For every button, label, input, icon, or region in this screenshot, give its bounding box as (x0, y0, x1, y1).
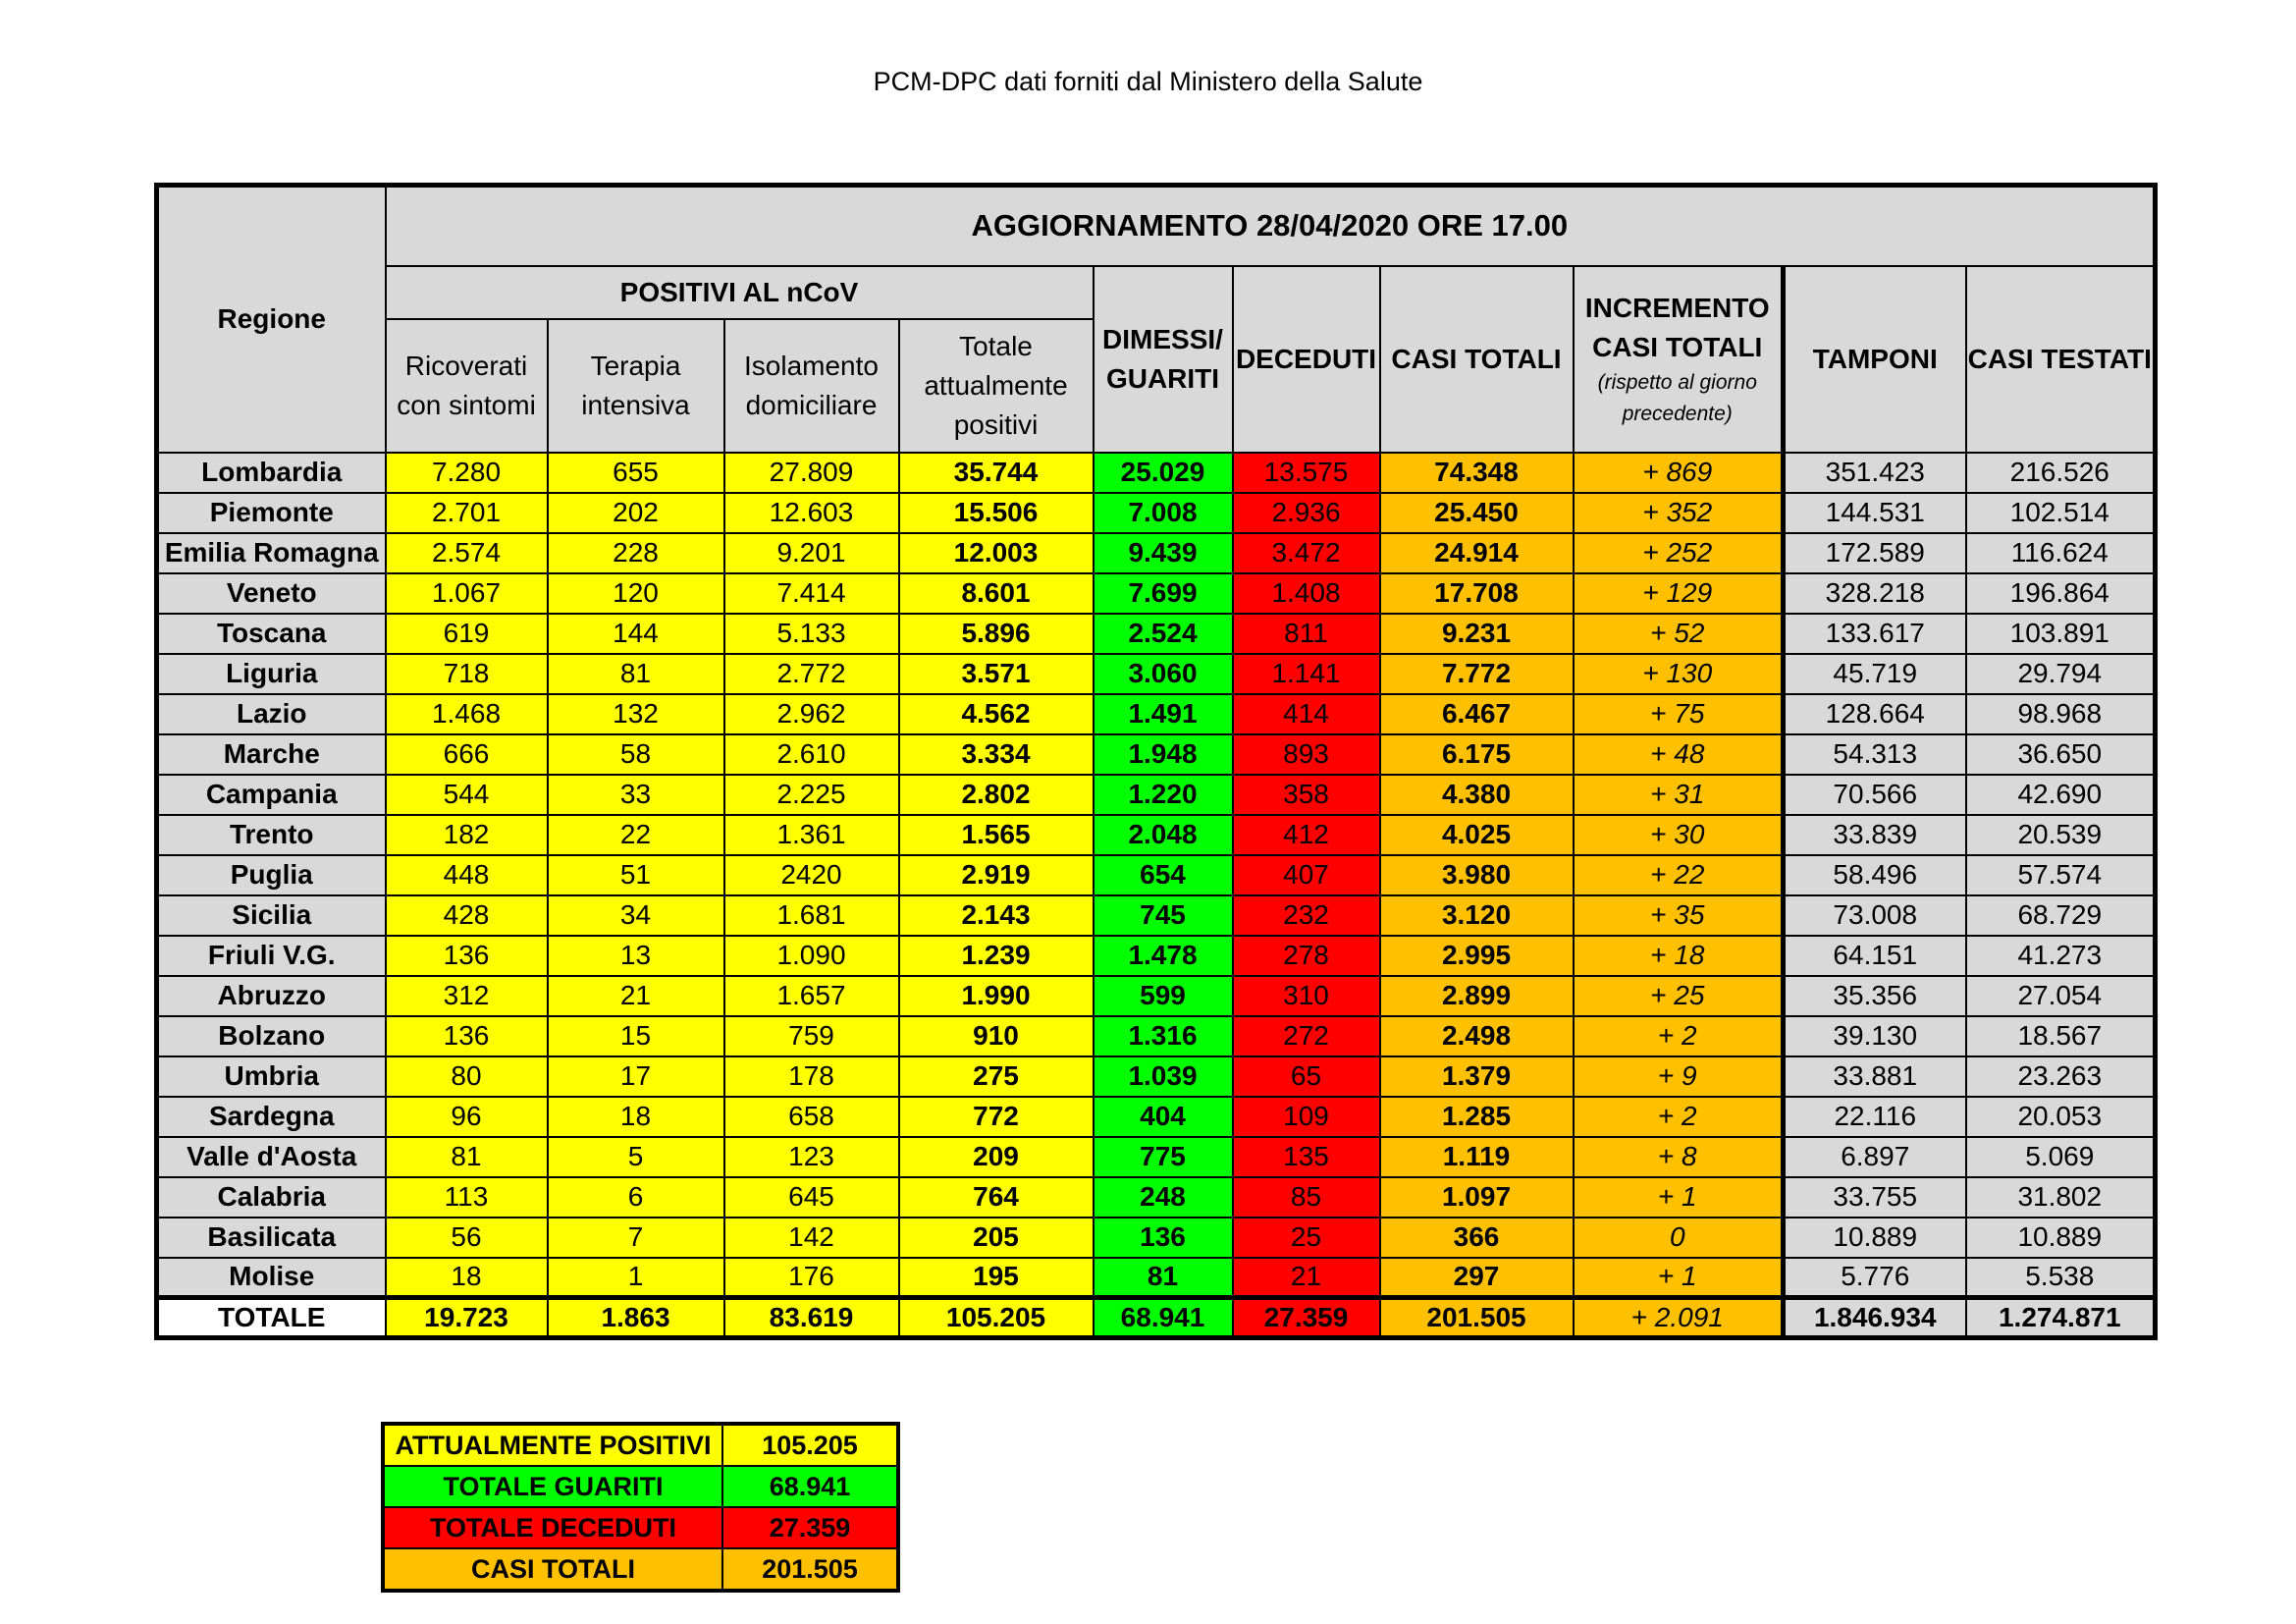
incremento-cell: + 48 (1574, 734, 1784, 775)
region-cell: Veneto (157, 573, 386, 614)
casi-totali-cell: 1.285 (1380, 1097, 1574, 1137)
terapia-cell: 6 (548, 1177, 724, 1218)
casi-totali-cell: 6.175 (1380, 734, 1574, 775)
ricoverati-cell: 113 (386, 1177, 548, 1218)
region-cell: Basilicata (157, 1218, 386, 1258)
region-cell: Piemonte (157, 493, 386, 533)
isolamento-cell: 27.809 (724, 453, 899, 493)
totale-positivi-cell: 15.506 (899, 493, 1094, 533)
dimessi-cell: 1.478 (1094, 936, 1233, 976)
table-body (157, 453, 2156, 1338)
region-cell: Sardegna (157, 1097, 386, 1137)
casi-totali-cell: 6.467 (1380, 694, 1574, 734)
ricoverati-cell: 666 (386, 734, 548, 775)
deceduti-cell: 310 (1233, 976, 1380, 1016)
table-row (157, 734, 2156, 775)
totale-positivi-cell: 12.003 (899, 533, 1094, 573)
region-cell: Emilia Romagna (157, 533, 386, 573)
summary-label: CASI TOTALI (383, 1548, 722, 1591)
ricoverati-cell: 312 (386, 976, 548, 1016)
dimessi-cell: 599 (1094, 976, 1233, 1016)
table-row (157, 976, 2156, 1016)
incremento-cell: + 9 (1574, 1056, 1784, 1097)
casi-testati-cell: 5.069 (1966, 1137, 2156, 1177)
region-cell: Sicilia (157, 895, 386, 936)
region-cell: Umbria (157, 1056, 386, 1097)
isolamento-cell: 142 (724, 1218, 899, 1258)
terapia-cell: 51 (548, 855, 724, 895)
terapia-cell: 5 (548, 1137, 724, 1177)
casi-testati-cell: 57.574 (1966, 855, 2156, 895)
total-ricoverati-cell: 19.723 (386, 1298, 548, 1338)
table-row (157, 1177, 2156, 1218)
deceduti-cell: 811 (1233, 614, 1380, 654)
totale-positivi-cell: 5.896 (899, 614, 1094, 654)
summary-row (383, 1507, 898, 1548)
terapia-cell: 655 (548, 453, 724, 493)
incremento-cell: + 2 (1574, 1016, 1784, 1056)
ricoverati-cell: 18 (386, 1258, 548, 1298)
header-deceduti: DECEDUTI (1233, 266, 1380, 453)
table-row (157, 1097, 2156, 1137)
dimessi-cell: 25.029 (1094, 453, 1233, 493)
isolamento-cell: 176 (724, 1258, 899, 1298)
isolamento-cell: 2.962 (724, 694, 899, 734)
ricoverati-cell: 1.468 (386, 694, 548, 734)
table-row (157, 493, 2156, 533)
totale-positivi-cell: 2.802 (899, 775, 1094, 815)
total-dimessi-cell: 68.941 (1094, 1298, 1233, 1338)
incremento-cell: + 18 (1574, 936, 1784, 976)
tamponi-cell: 73.008 (1784, 895, 1966, 936)
ricoverati-cell: 619 (386, 614, 548, 654)
tamponi-cell: 33.755 (1784, 1177, 1966, 1218)
region-cell: Marche (157, 734, 386, 775)
table-row (157, 573, 2156, 614)
totale-positivi-cell: 209 (899, 1137, 1094, 1177)
casi-testati-cell: 41.273 (1966, 936, 2156, 976)
casi-testati-cell: 68.729 (1966, 895, 2156, 936)
incremento-cell: + 52 (1574, 614, 1784, 654)
tamponi-cell: 351.423 (1784, 453, 1966, 493)
tamponi-cell: 58.496 (1784, 855, 1966, 895)
totale-positivi-cell: 764 (899, 1177, 1094, 1218)
isolamento-cell: 123 (724, 1137, 899, 1177)
summary-row (383, 1424, 898, 1466)
ricoverati-cell: 96 (386, 1097, 548, 1137)
deceduti-cell: 358 (1233, 775, 1380, 815)
totale-positivi-cell: 35.744 (899, 453, 1094, 493)
total-casi-totali-cell: 201.505 (1380, 1298, 1574, 1338)
terapia-cell: 120 (548, 573, 724, 614)
tamponi-cell: 39.130 (1784, 1016, 1966, 1056)
ricoverati-cell: 182 (386, 815, 548, 855)
dimessi-cell: 136 (1094, 1218, 1233, 1258)
incremento-cell: + 25 (1574, 976, 1784, 1016)
tamponi-cell: 172.589 (1784, 533, 1966, 573)
totale-positivi-cell: 205 (899, 1218, 1094, 1258)
dimessi-cell: 2.524 (1094, 614, 1233, 654)
dimessi-cell: 1.948 (1094, 734, 1233, 775)
header-totale-positivi: Totale attualmente positivi (899, 319, 1094, 453)
deceduti-cell: 85 (1233, 1177, 1380, 1218)
dimessi-cell: 1.316 (1094, 1016, 1233, 1056)
table-row (157, 1258, 2156, 1298)
dimessi-cell: 81 (1094, 1258, 1233, 1298)
tamponi-cell: 64.151 (1784, 936, 1966, 976)
summary-label: TOTALE DECEDUTI (383, 1507, 722, 1548)
casi-totali-cell: 25.450 (1380, 493, 1574, 533)
casi-testati-cell: 42.690 (1966, 775, 2156, 815)
region-cell: Trento (157, 815, 386, 855)
deceduti-cell: 25 (1233, 1218, 1380, 1258)
tamponi-cell: 128.664 (1784, 694, 1966, 734)
incremento-cell: + 30 (1574, 815, 1784, 855)
summary-value: 27.359 (722, 1507, 898, 1548)
terapia-cell: 202 (548, 493, 724, 533)
header-ricoverati: Ricoverati con sintomi (386, 319, 548, 453)
deceduti-cell: 13.575 (1233, 453, 1380, 493)
tamponi-cell: 33.881 (1784, 1056, 1966, 1097)
casi-totali-cell: 2.498 (1380, 1016, 1574, 1056)
dimessi-cell: 404 (1094, 1097, 1233, 1137)
region-cell: Valle d'Aosta (157, 1137, 386, 1177)
casi-totali-cell: 366 (1380, 1218, 1574, 1258)
isolamento-cell: 645 (724, 1177, 899, 1218)
casi-testati-cell: 102.514 (1966, 493, 2156, 533)
table-row (157, 775, 2156, 815)
casi-testati-cell: 216.526 (1966, 453, 2156, 493)
casi-totali-cell: 17.708 (1380, 573, 1574, 614)
header-casi-totali: CASI TOTALI (1380, 266, 1574, 453)
casi-testati-cell: 18.567 (1966, 1016, 2156, 1056)
terapia-cell: 21 (548, 976, 724, 1016)
deceduti-cell: 1.141 (1233, 654, 1380, 694)
header-casi-testati: CASI TESTATI (1966, 266, 2156, 453)
dimessi-cell: 1.039 (1094, 1056, 1233, 1097)
deceduti-cell: 278 (1233, 936, 1380, 976)
isolamento-cell: 1.657 (724, 976, 899, 1016)
ricoverati-cell: 448 (386, 855, 548, 895)
table-row (157, 936, 2156, 976)
deceduti-cell: 893 (1233, 734, 1380, 775)
incremento-cell: + 352 (1574, 493, 1784, 533)
terapia-cell: 58 (548, 734, 724, 775)
header-incremento-label: INCREMENTO CASI TOTALI (1584, 292, 1770, 362)
totale-positivi-cell: 2.919 (899, 855, 1094, 895)
isolamento-cell: 2.610 (724, 734, 899, 775)
tamponi-cell: 10.889 (1784, 1218, 1966, 1258)
casi-totali-cell: 9.231 (1380, 614, 1574, 654)
terapia-cell: 15 (548, 1016, 724, 1056)
totale-positivi-cell: 1.239 (899, 936, 1094, 976)
terapia-cell: 13 (548, 936, 724, 976)
terapia-cell: 17 (548, 1056, 724, 1097)
tamponi-cell: 54.313 (1784, 734, 1966, 775)
summary-body (383, 1424, 898, 1591)
ricoverati-cell: 80 (386, 1056, 548, 1097)
incremento-cell: + 35 (1574, 895, 1784, 936)
dimessi-cell: 248 (1094, 1177, 1233, 1218)
table-row (157, 453, 2156, 493)
summary-value: 68.941 (722, 1466, 898, 1507)
casi-testati-cell: 103.891 (1966, 614, 2156, 654)
summary-row (383, 1548, 898, 1591)
deceduti-cell: 109 (1233, 1097, 1380, 1137)
header-incremento (1574, 266, 1784, 453)
table-row (157, 1016, 2156, 1056)
ricoverati-cell: 81 (386, 1137, 548, 1177)
region-cell: Lombardia (157, 453, 386, 493)
casi-testati-cell: 196.864 (1966, 573, 2156, 614)
totale-positivi-cell: 1.565 (899, 815, 1094, 855)
header-regione: Regione (157, 186, 386, 453)
dimessi-cell: 1.491 (1094, 694, 1233, 734)
casi-totali-cell: 1.097 (1380, 1177, 1574, 1218)
deceduti-cell: 407 (1233, 855, 1380, 895)
deceduti-cell: 65 (1233, 1056, 1380, 1097)
total-region-cell: TOTALE (157, 1298, 386, 1338)
deceduti-cell: 272 (1233, 1016, 1380, 1056)
isolamento-cell: 7.414 (724, 573, 899, 614)
incremento-cell: + 129 (1574, 573, 1784, 614)
isolamento-cell: 5.133 (724, 614, 899, 654)
isolamento-cell: 1.681 (724, 895, 899, 936)
totale-positivi-cell: 1.990 (899, 976, 1094, 1016)
region-cell: Calabria (157, 1177, 386, 1218)
terapia-cell: 7 (548, 1218, 724, 1258)
casi-testati-cell: 20.053 (1966, 1097, 2156, 1137)
incremento-cell: + 1 (1574, 1258, 1784, 1298)
region-cell: Friuli V.G. (157, 936, 386, 976)
casi-totali-cell: 24.914 (1380, 533, 1574, 573)
isolamento-cell: 2.225 (724, 775, 899, 815)
incremento-cell: + 75 (1574, 694, 1784, 734)
tamponi-cell: 22.116 (1784, 1097, 1966, 1137)
incremento-cell: + 130 (1574, 654, 1784, 694)
deceduti-cell: 3.472 (1233, 533, 1380, 573)
dimessi-cell: 7.699 (1094, 573, 1233, 614)
table-row (157, 533, 2156, 573)
incremento-cell: + 252 (1574, 533, 1784, 573)
ricoverati-cell: 718 (386, 654, 548, 694)
tamponi-cell: 45.719 (1784, 654, 1966, 694)
isolamento-cell: 1.090 (724, 936, 899, 976)
deceduti-cell: 1.408 (1233, 573, 1380, 614)
totale-positivi-cell: 8.601 (899, 573, 1094, 614)
totale-positivi-cell: 3.571 (899, 654, 1094, 694)
dimessi-cell: 1.220 (1094, 775, 1233, 815)
tamponi-cell: 133.617 (1784, 614, 1966, 654)
dimessi-cell: 775 (1094, 1137, 1233, 1177)
casi-testati-cell: 98.968 (1966, 694, 2156, 734)
summary-label: TOTALE GUARITI (383, 1466, 722, 1507)
ricoverati-cell: 7.280 (386, 453, 548, 493)
tamponi-cell: 144.531 (1784, 493, 1966, 533)
terapia-cell: 33 (548, 775, 724, 815)
summary-value: 105.205 (722, 1424, 898, 1466)
region-cell: Campania (157, 775, 386, 815)
tamponi-cell: 5.776 (1784, 1258, 1966, 1298)
header-update: AGGIORNAMENTO 28/04/2020 ORE 17.00 (386, 186, 2156, 266)
casi-totali-cell: 3.120 (1380, 895, 1574, 936)
casi-totali-cell: 1.379 (1380, 1056, 1574, 1097)
incremento-cell: + 31 (1574, 775, 1784, 815)
tamponi-cell: 70.566 (1784, 775, 1966, 815)
casi-totali-cell: 2.995 (1380, 936, 1574, 976)
casi-totali-cell: 7.772 (1380, 654, 1574, 694)
deceduti-cell: 2.936 (1233, 493, 1380, 533)
casi-totali-cell: 4.380 (1380, 775, 1574, 815)
isolamento-cell: 1.361 (724, 815, 899, 855)
header-isolamento: Isolamento domiciliare (724, 319, 899, 453)
casi-totali-cell: 2.899 (1380, 976, 1574, 1016)
isolamento-cell: 2.772 (724, 654, 899, 694)
deceduti-cell: 21 (1233, 1258, 1380, 1298)
total-casi-testati-cell: 1.274.871 (1966, 1298, 2156, 1338)
casi-testati-cell: 116.624 (1966, 533, 2156, 573)
deceduti-cell: 412 (1233, 815, 1380, 855)
incremento-cell: + 869 (1574, 453, 1784, 493)
terapia-cell: 1 (548, 1258, 724, 1298)
header-incremento-note: (rispetto al giorno precedente) (1597, 370, 1757, 425)
dimessi-cell: 654 (1094, 855, 1233, 895)
casi-totali-cell: 1.119 (1380, 1137, 1574, 1177)
table-row (157, 694, 2156, 734)
totale-positivi-cell: 910 (899, 1016, 1094, 1056)
casi-testati-cell: 36.650 (1966, 734, 2156, 775)
region-cell: Abruzzo (157, 976, 386, 1016)
total-deceduti-cell: 27.359 (1233, 1298, 1380, 1338)
covid-data-table (154, 183, 2158, 1340)
summary-value: 201.505 (722, 1548, 898, 1591)
summary-row (383, 1466, 898, 1507)
summary-table (381, 1422, 900, 1593)
region-cell: Lazio (157, 694, 386, 734)
dimessi-cell: 2.048 (1094, 815, 1233, 855)
total-isolamento-cell: 83.619 (724, 1298, 899, 1338)
casi-testati-cell: 10.889 (1966, 1218, 2156, 1258)
totale-positivi-cell: 4.562 (899, 694, 1094, 734)
ricoverati-cell: 544 (386, 775, 548, 815)
casi-testati-cell: 27.054 (1966, 976, 2156, 1016)
region-cell: Bolzano (157, 1016, 386, 1056)
ricoverati-cell: 2.701 (386, 493, 548, 533)
header-terapia: Terapia intensiva (548, 319, 724, 453)
dimessi-cell: 7.008 (1094, 493, 1233, 533)
deceduti-cell: 135 (1233, 1137, 1380, 1177)
tamponi-cell: 35.356 (1784, 976, 1966, 1016)
deceduti-cell: 414 (1233, 694, 1380, 734)
casi-testati-cell: 5.538 (1966, 1258, 2156, 1298)
isolamento-cell: 12.603 (724, 493, 899, 533)
totale-positivi-cell: 772 (899, 1097, 1094, 1137)
deceduti-cell: 232 (1233, 895, 1380, 936)
region-cell: Toscana (157, 614, 386, 654)
terapia-cell: 34 (548, 895, 724, 936)
isolamento-cell: 9.201 (724, 533, 899, 573)
casi-totali-cell: 74.348 (1380, 453, 1574, 493)
incremento-cell: + 1 (1574, 1177, 1784, 1218)
totale-positivi-cell: 2.143 (899, 895, 1094, 936)
total-tamponi-cell: 1.846.934 (1784, 1298, 1966, 1338)
totale-positivi-cell: 3.334 (899, 734, 1094, 775)
table-row (157, 815, 2156, 855)
table-row (157, 654, 2156, 694)
terapia-cell: 144 (548, 614, 724, 654)
table-row (157, 855, 2156, 895)
dimessi-cell: 3.060 (1094, 654, 1233, 694)
isolamento-cell: 658 (724, 1097, 899, 1137)
terapia-cell: 22 (548, 815, 724, 855)
casi-testati-cell: 20.539 (1966, 815, 2156, 855)
header-dimessi: DIMESSI/ GUARITI (1094, 266, 1233, 453)
incremento-cell: + 8 (1574, 1137, 1784, 1177)
isolamento-cell: 759 (724, 1016, 899, 1056)
casi-testati-cell: 31.802 (1966, 1177, 2156, 1218)
casi-totali-cell: 4.025 (1380, 815, 1574, 855)
isolamento-cell: 178 (724, 1056, 899, 1097)
region-cell: Liguria (157, 654, 386, 694)
casi-totali-cell: 297 (1380, 1258, 1574, 1298)
terapia-cell: 132 (548, 694, 724, 734)
totale-positivi-cell: 275 (899, 1056, 1094, 1097)
incremento-cell: 0 (1574, 1218, 1784, 1258)
table-row (157, 895, 2156, 936)
table-row (157, 1137, 2156, 1177)
isolamento-cell: 2420 (724, 855, 899, 895)
tamponi-cell: 6.897 (1784, 1137, 1966, 1177)
ricoverati-cell: 136 (386, 1016, 548, 1056)
total-row (157, 1298, 2156, 1338)
terapia-cell: 228 (548, 533, 724, 573)
tamponi-cell: 33.839 (1784, 815, 1966, 855)
page-title: PCM-DPC dati forniti dal Ministero della Salute (873, 67, 1423, 96)
table-row (157, 1056, 2156, 1097)
summary-label: ATTUALMENTE POSITIVI (383, 1424, 722, 1466)
ricoverati-cell: 2.574 (386, 533, 548, 573)
table-row (157, 614, 2156, 654)
totale-positivi-cell: 195 (899, 1258, 1094, 1298)
casi-testati-cell: 23.263 (1966, 1056, 2156, 1097)
ricoverati-cell: 56 (386, 1218, 548, 1258)
table-row (157, 1218, 2156, 1258)
dimessi-cell: 9.439 (1094, 533, 1233, 573)
ricoverati-cell: 428 (386, 895, 548, 936)
region-cell: Molise (157, 1258, 386, 1298)
region-cell: Puglia (157, 855, 386, 895)
total-incremento-cell: + 2.091 (1574, 1298, 1784, 1338)
dimessi-cell: 745 (1094, 895, 1233, 936)
header-positivi-group: POSITIVI AL nCoV (386, 266, 1094, 319)
casi-totali-cell: 3.980 (1380, 855, 1574, 895)
total-terapia-cell: 1.863 (548, 1298, 724, 1338)
ricoverati-cell: 1.067 (386, 573, 548, 614)
incremento-cell: + 22 (1574, 855, 1784, 895)
terapia-cell: 81 (548, 654, 724, 694)
incremento-cell: + 2 (1574, 1097, 1784, 1137)
header-tamponi: TAMPONI (1784, 266, 1966, 453)
total-totale-positivi-cell: 105.205 (899, 1298, 1094, 1338)
terapia-cell: 18 (548, 1097, 724, 1137)
casi-testati-cell: 29.794 (1966, 654, 2156, 694)
tamponi-cell: 328.218 (1784, 573, 1966, 614)
ricoverati-cell: 136 (386, 936, 548, 976)
